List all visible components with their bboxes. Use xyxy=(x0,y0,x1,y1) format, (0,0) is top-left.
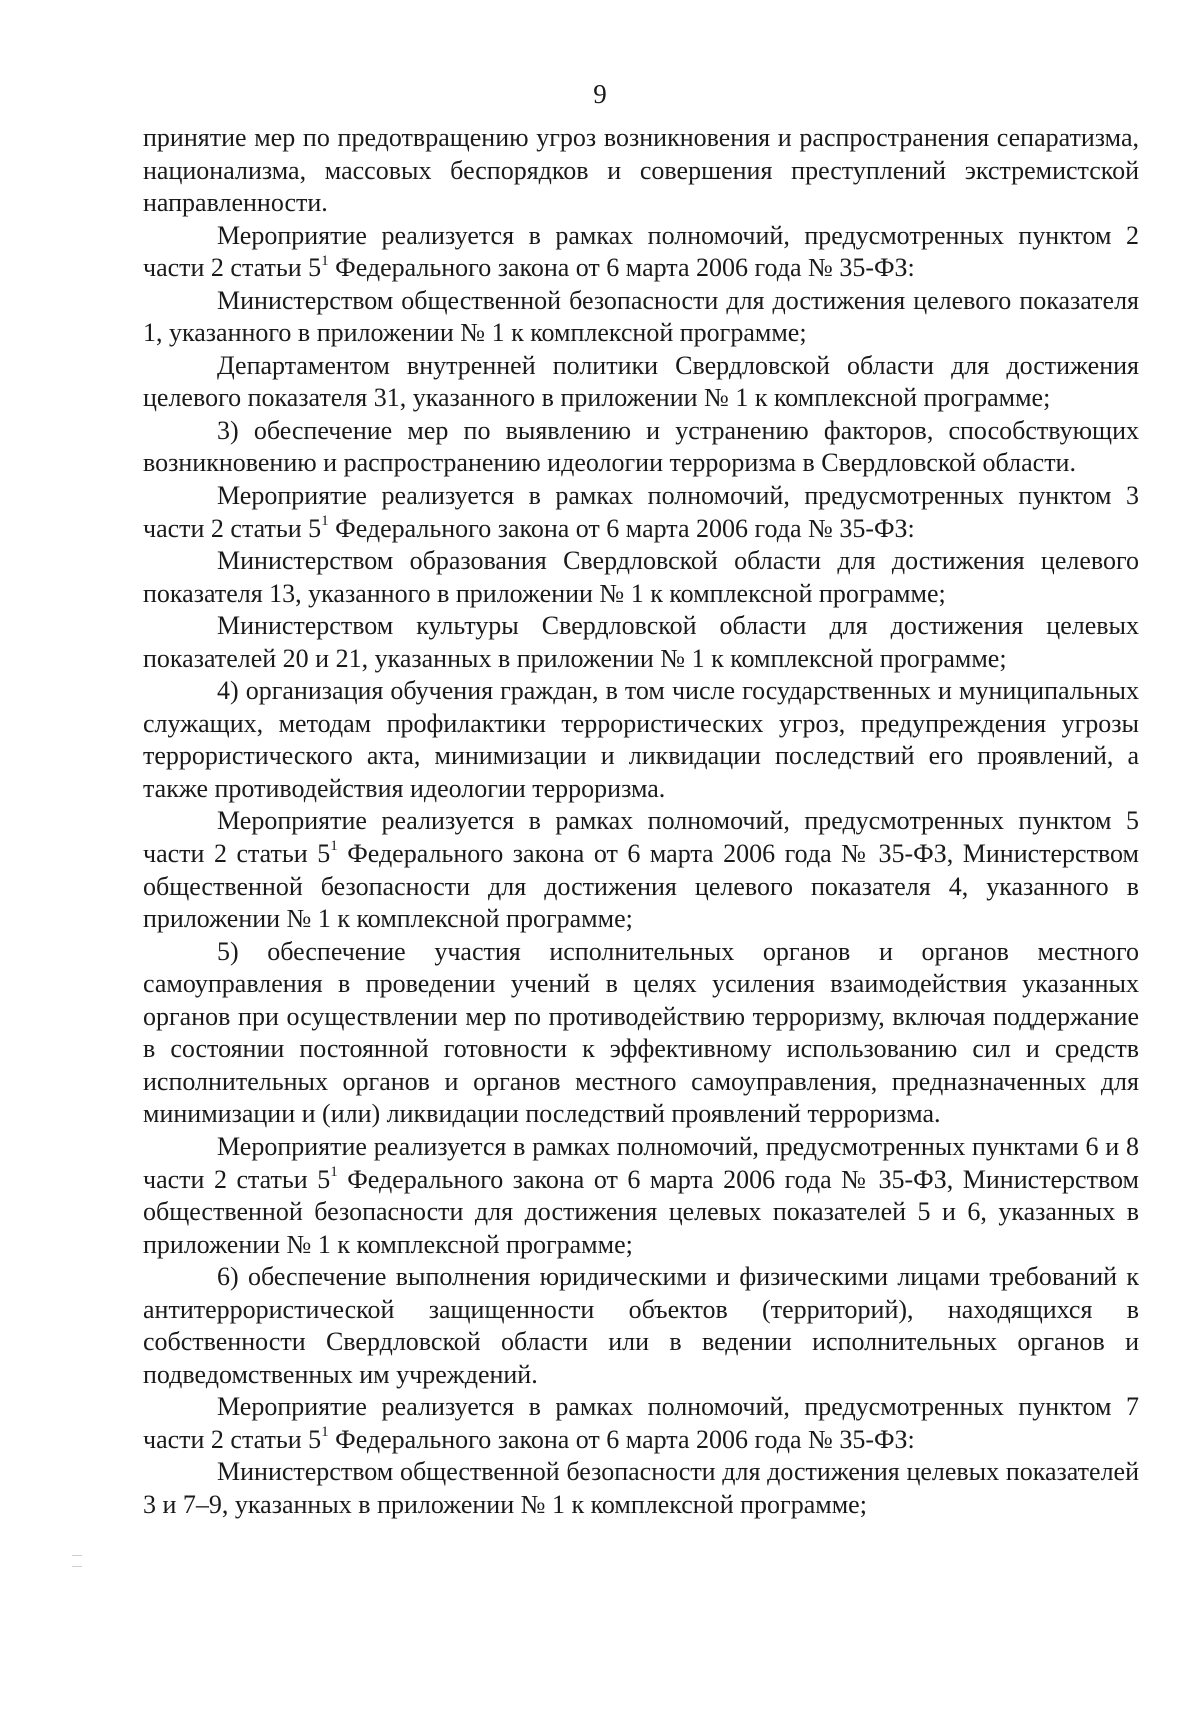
paragraph-14-text: Мероприятие реализуется в рамках полномочий, предусмотренных пунктом 7 части 2 статьи 5 xyxy=(143,1392,1139,1454)
superscript-1: 1 xyxy=(330,838,338,855)
paragraph-10-text: Мероприятие реализуется в рамках полномочий, предусмотренных пунктом 5 части 2 статьи 5 xyxy=(143,806,1139,869)
paragraph-1: принятие мер по предотвращению угроз возникновения и распространения сепаратизма, национализма, массовых беспорядков и совершения преступлений экстремистской направленности. xyxy=(143,123,1139,218)
paragraph-12 xyxy=(143,1131,1139,1261)
paragraph-3: Министерством общественной безопасности для достижения целевого показателя 1, указанного в приложении № 1 к комплексной программе; xyxy=(143,285,1139,348)
paragraph-12-text: Мероприятие реализуется в рамках полномочий, предусмотренных пунктами 6 и 8 части 2 статьи 5 xyxy=(143,1131,1139,1194)
paragraph-11: 5) обеспечение участия исполнительных органов и органов местного самоуправления в проведении учений в целях усиления взаимодействия указанных органов при осуществлении мер по противодействию терроризму, включая поддержание в состоянии постоянной готовности к эффективному использованию сил и средств исполнительных органов и органов местного самоуправления, предназначенных для минимизации и (или) ликвидации последствий проявлений терроризма. xyxy=(143,936,1139,1129)
superscript-1: 1 xyxy=(321,252,329,269)
paragraph-2-text: Мероприятие реализуется в рамках полномочий, предусмотренных пунктом 2 части 2 статьи 5 xyxy=(143,220,1139,283)
page-number: 9 xyxy=(593,79,607,109)
document-body xyxy=(143,122,1139,1522)
superscript-1: 1 xyxy=(321,1424,329,1441)
scan-margin-mark xyxy=(72,1555,82,1556)
superscript-1: 1 xyxy=(330,1163,338,1180)
paragraph-6 xyxy=(143,480,1139,545)
paragraph-6-text-end: Федерального закона от 6 марта 2006 года № 35-ФЗ: xyxy=(328,513,915,543)
paragraph-10 xyxy=(143,805,1139,935)
scan-margin-mark xyxy=(72,1566,82,1567)
paragraph-9: 4) организация обучения граждан, в том числе государственных и муниципальных служащих, методам профилактики террористических угроз, предупреждения угрозы террористического акта, минимизации и ликвидации последствий его проявлений, а также противодействия идеологии терроризма. xyxy=(143,676,1139,803)
paragraph-12-text-end: Федерального закона от 6 марта 2006 года № 35-ФЗ, Министерством общественной безопасности для достижения целевых показателей 5 и 6, указанных в приложении № 1 к комплексной программе; xyxy=(143,1164,1140,1259)
paragraph-10-text-end: Федерального закона от 6 марта 2006 года № 35-ФЗ, Министерством общественной безопасности для достижения целевого показателя 4, указанного в приложении № 1 к комплексной программе; xyxy=(143,839,1140,934)
paragraph-6-text: Мероприятие реализуется в рамках полномочий, предусмотренных пунктом 3 части 2 статьи 5 xyxy=(143,481,1139,543)
paragraph-5: 3) обеспечение мер по выявлению и устранению факторов, способствующих возникновению и распространению идеологии терроризма в Свердловской области. xyxy=(143,415,1139,478)
paragraph-2-text-end: Федерального закона от 6 марта 2006 года № 35-ФЗ: xyxy=(328,253,915,283)
paragraph-15: Министерством общественной безопасности для достижения целевых показателей 3 и 7–9, указанных в приложении № 1 к комплексной программе; xyxy=(143,1457,1139,1519)
paragraph-8: Министерством культуры Свердловской области для достижения целевых показателей 20 и 21, указанных в приложении № 1 к комплексной программе; xyxy=(143,611,1139,673)
paragraph-2 xyxy=(143,220,1139,285)
superscript-1: 1 xyxy=(321,512,329,529)
paragraph-4: Департаментом внутренней политики Свердловской области для достижения целевого показателя 31, указанного в приложении № 1 к комплексной программе; xyxy=(143,350,1139,413)
paragraph-14-text-end: Федерального закона от 6 марта 2006 года № 35-ФЗ: xyxy=(328,1424,915,1454)
paragraph-7: Министерством образования Свердловской области для достижения целевого показателя 13, указанного в приложении № 1 к комплексной программе; xyxy=(143,546,1139,608)
paragraph-14 xyxy=(143,1391,1139,1456)
paragraph-13: 6) обеспечение выполнения юридическими и физическими лицами требований к антитеррористической защищенности объектов (территорий), находящихся в собственности Свердловской области или в ведении исполнительных органов и подведомственных им учреждений. xyxy=(143,1262,1139,1389)
